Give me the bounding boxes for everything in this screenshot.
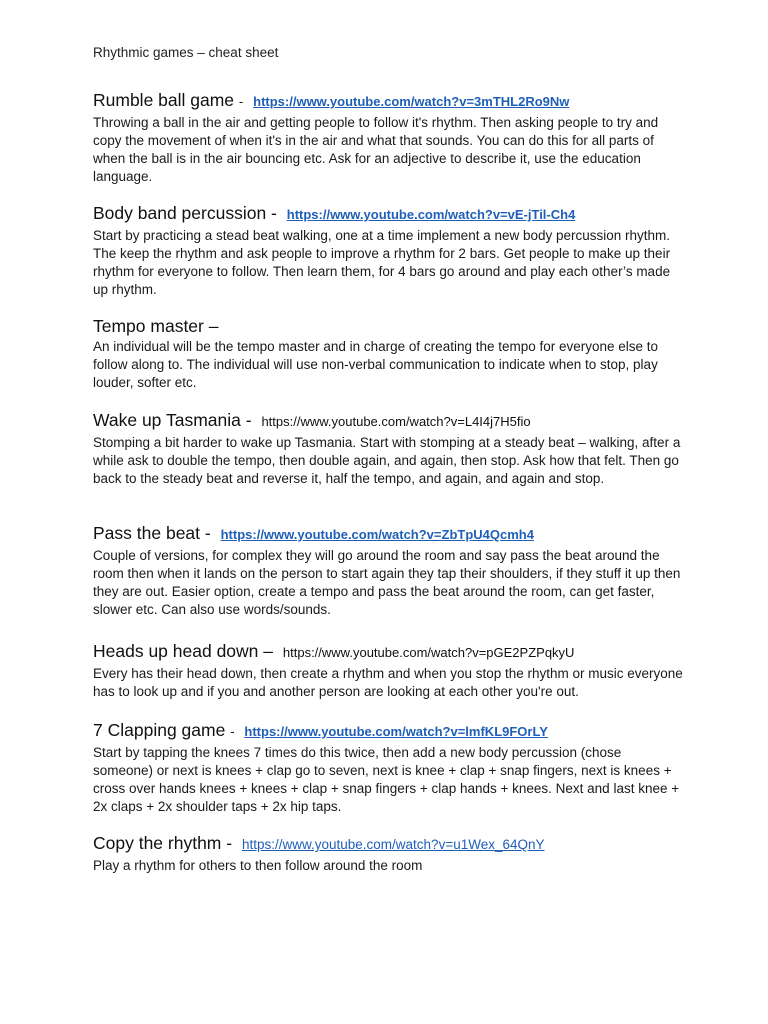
section-separator: - (226, 833, 233, 853)
section-title: 7 Clapping game (93, 720, 226, 740)
section-separator: - (271, 203, 277, 223)
youtube-link[interactable]: https://www.youtube.com/watch?v=u1Wex_64QnY (241, 837, 545, 852)
section-heading (93, 640, 683, 664)
section-copy-the-rhythm (93, 832, 683, 875)
section-title: Pass the beat (93, 523, 201, 543)
document-title: Rhythmic games – cheat sheet (93, 45, 279, 60)
section-separator: - (245, 410, 252, 430)
section-title: Rumble ball game (93, 90, 235, 110)
section-heading (93, 315, 683, 337)
section-heading (93, 832, 683, 856)
section-heading (93, 522, 683, 546)
section-heading (93, 719, 683, 743)
section-body: Play a rhythm for others to then follow around the room (93, 858, 423, 873)
section-separator: - (204, 523, 211, 543)
section-title: Wake up Tasmania (93, 410, 241, 430)
section-title: Copy the rhythm (93, 833, 222, 853)
section-pass-the-beat (93, 522, 683, 619)
section-tempo-master (93, 315, 683, 392)
section-separator: – (263, 641, 274, 661)
youtube-url-text: https://www.youtube.com/watch?v=L4I4j7H5fio (261, 414, 531, 429)
section-heading (93, 409, 683, 433)
section-wake-up-tasmania (93, 409, 683, 488)
section-heads-up-head-down (93, 640, 683, 701)
section-body: Start by practicing a stead beat walking, one at a time implement a new body percussion rhythm. The keep the rhythm and ask people to improve a rhythm for 2 bars. Get people to make up their rhythm for everyone to follow. Then learn them, for 4 bars go around and play each other’s made up rhythm. (93, 228, 671, 297)
section-body: Every has their head down, then create a rhythm and when you stop the rhythm or music everyone has to look up and if you and another person are looking at each other you're out. (93, 666, 683, 699)
section-7-clapping-game (93, 719, 683, 816)
youtube-link[interactable]: https://www.youtube.com/watch?v=3mTHL2Ro9Nw (253, 94, 570, 109)
section-separator: - (238, 94, 244, 109)
section-title: Body band percussion (93, 203, 267, 223)
youtube-link[interactable]: https://www.youtube.com/watch?v=lmfKL9FOrLY (244, 724, 548, 739)
section-heading (93, 89, 683, 113)
section-separator: – (208, 316, 219, 336)
section-body: Throwing a ball in the air and getting people to follow it's rhythm. Then asking people to try and copy the movement of when it's in the air and what that sounds. You can do this for all parts of when the ball is in the air bouncing etc. Ask for an adjective to describe it, use the education language. (93, 115, 659, 184)
section-body: Start by tapping the knees 7 times do this twice, then add a new body percussion (chose someone) or next is knees + clap go to seven, next is knee + clap + snap fingers, next is knees + cross over hands knees + knees + clap + snap fingers + clap hands + knees. Next and last knee + 2x claps + 2x shoulder taps + 2x hip taps. (93, 745, 680, 814)
section-separator: - (230, 724, 235, 739)
section-heading (93, 202, 683, 226)
section-body: Couple of versions, for complex they will go around the room and say pass the beat around the room then when it lands on the person to start again they tap their shoulders, if they stuff it up then they are out. Easier option, create a tempo and pass the beat around the room, can get faster, slower etc. Can also use words/sounds. (93, 548, 681, 617)
youtube-link[interactable]: https://www.youtube.com/watch?v=vE-jTil-Ch4 (286, 207, 576, 222)
section-body: An individual will be the tempo master and in charge of creating the tempo for everyone else to follow along to. The individual will use non-verbal communication to indicate when to stop, play louder, softer etc. (93, 339, 659, 390)
youtube-link[interactable]: https://www.youtube.com/watch?v=ZbTpU4Qcmh4 (220, 527, 534, 542)
section-body: Stomping a bit harder to wake up Tasmania. Start with stomping at a steady beat – walking, after a while ask to double the tempo, then double again, and again, then stop. Ask how that felt. Then go back to the steady beat and reverse it, half the tempo, and again, and again and stop. (93, 435, 681, 486)
section-rumble-ball-game (93, 89, 683, 186)
section-body-band-percussion (93, 202, 683, 299)
section-title: Heads up head down (93, 641, 259, 661)
section-title: Tempo master (93, 316, 204, 336)
youtube-url-text: https://www.youtube.com/watch?v=pGE2PZPqkyU (282, 645, 575, 660)
